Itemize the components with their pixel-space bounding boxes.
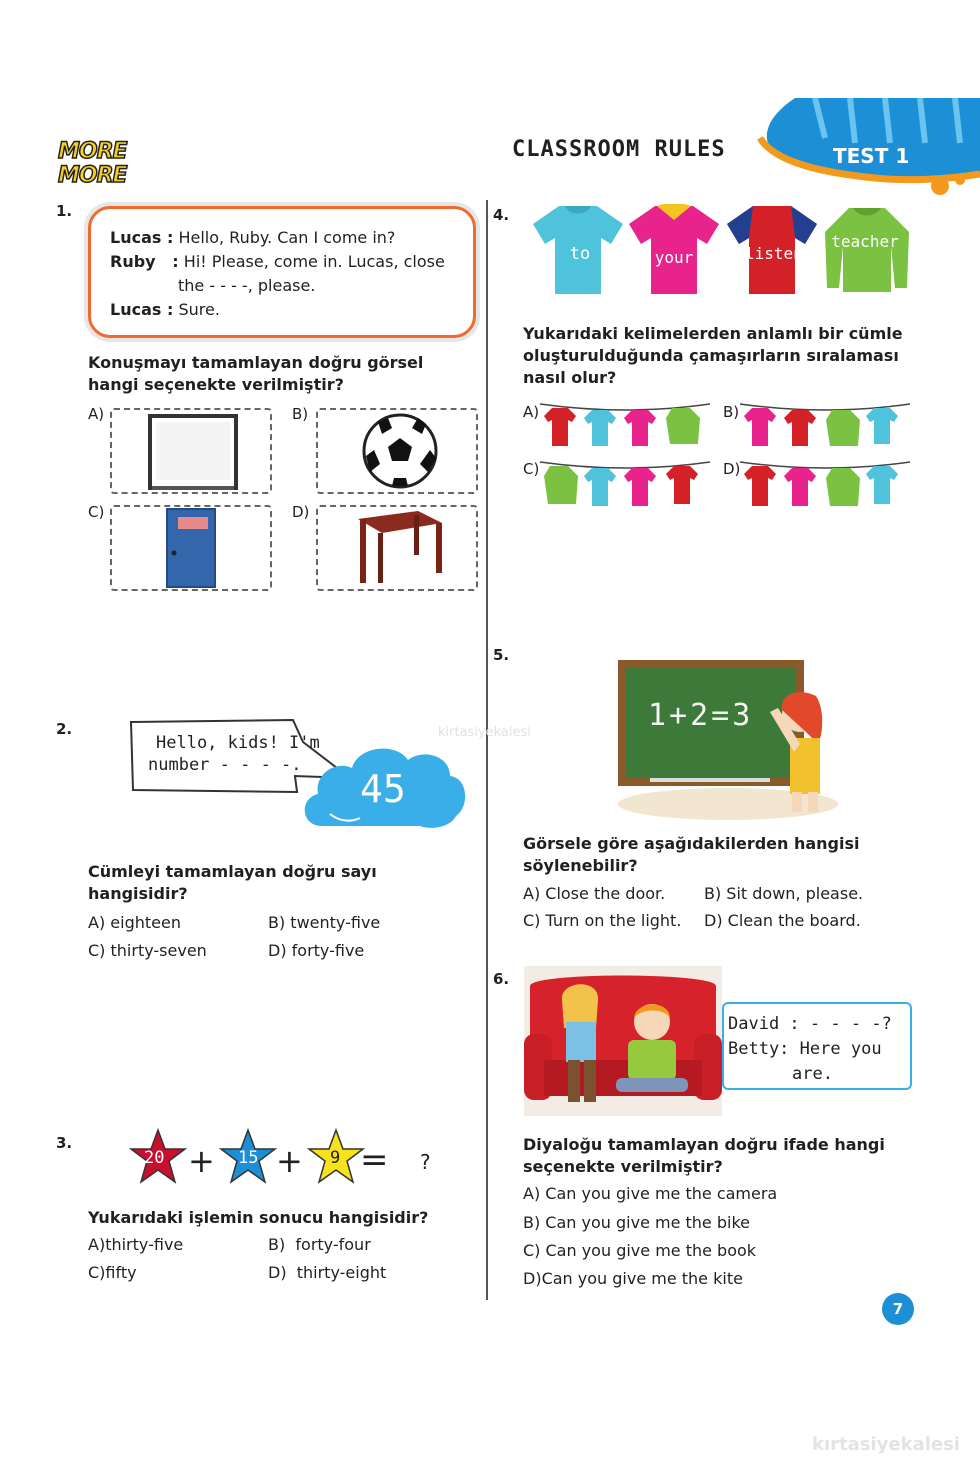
q1-option-b-image[interactable] xyxy=(316,408,478,494)
q6-option-c[interactable]: C) Can you give me the book xyxy=(523,1241,757,1260)
q1-option-a-label[interactable]: A) xyxy=(88,405,105,423)
q6-number: 6. xyxy=(493,970,510,988)
q2-option-d[interactable]: D) forty-five xyxy=(268,941,365,960)
q6-option-d[interactable]: D)Can you give me the kite xyxy=(523,1269,743,1288)
q5-option-c[interactable]: C) Turn on the light. xyxy=(523,911,682,930)
q4-shirts xyxy=(525,200,915,300)
q1-dialog-line-1: Lucas : Hello, Ruby. Can I come in? xyxy=(110,228,396,247)
q3-option-c[interactable]: C)fifty xyxy=(88,1263,137,1282)
q4-option-a-clothesline[interactable] xyxy=(538,400,713,452)
q2-bubble-text: Hello, kids! I'm number - - - -. xyxy=(148,733,320,775)
q4-question: Yukarıdaki kelimelerden anlamlı bir cümle oluşturulduğunda çamaşırların sıralaması nasıl olur? xyxy=(523,324,903,387)
q5-board-text: 1+2=3 xyxy=(648,698,754,733)
q2-cloud-number: 45 xyxy=(360,767,406,811)
q3-option-a[interactable]: A)thirty-five xyxy=(88,1235,184,1254)
q5-illustration xyxy=(610,652,850,822)
q2-number: 2. xyxy=(56,720,73,738)
q5-option-b[interactable]: B) Sit down, please. xyxy=(704,884,864,903)
q6-dialog-line-2: Betty: Here you xyxy=(728,1039,882,1059)
q6-question: Diyaloğu tamamlayan doğru ifade hangi seçenekte verilmiştir? xyxy=(523,1135,885,1176)
q1-option-a-image[interactable] xyxy=(110,408,272,494)
column-divider xyxy=(486,200,488,1300)
logo-line-1: MORE xyxy=(58,139,127,164)
q1-number: 1. xyxy=(56,202,73,220)
q2-option-b[interactable]: B) twenty-five xyxy=(268,913,381,932)
test-label: TEST 1 xyxy=(833,144,910,168)
q1-option-c-image[interactable] xyxy=(110,505,272,591)
q5-option-d[interactable]: D) Clean the board. xyxy=(704,911,861,930)
shirt-word-3: listen xyxy=(745,244,803,263)
logo-line-2: MORE xyxy=(58,163,127,188)
q4-option-b-label[interactable]: B) xyxy=(723,403,740,421)
q4-option-c-clothesline[interactable] xyxy=(538,458,713,514)
q4-option-b-clothesline[interactable] xyxy=(738,400,913,452)
q2-option-a[interactable]: A) eighteen xyxy=(88,913,181,932)
football-icon xyxy=(318,410,476,492)
q1-option-c-label[interactable]: C) xyxy=(88,503,105,521)
q5-number: 5. xyxy=(493,646,510,664)
page-title: CLASSROOM RULES xyxy=(512,137,726,162)
shirt-word-1: to xyxy=(569,244,591,264)
q6-dialog xyxy=(728,1012,892,1087)
watermark-center: kirtasiyekalesi xyxy=(438,725,531,740)
q1-dialog-line-3: the - - - -, please. xyxy=(178,276,316,295)
q3-equation xyxy=(128,1128,448,1188)
q5-option-a[interactable]: A) Close the door. xyxy=(523,884,666,903)
q4-option-d-label[interactable]: D) xyxy=(723,460,741,478)
q3-option-b[interactable]: B) forty-four xyxy=(268,1235,371,1254)
table-icon xyxy=(318,507,476,589)
q5-question: Görsele göre aşağıdakilerden hangisi söylenebilir? xyxy=(523,834,860,875)
star-red-value: 20 xyxy=(144,1148,165,1168)
q3-number: 3. xyxy=(56,1134,73,1152)
q4-number: 4. xyxy=(493,206,510,224)
page-number: 7 xyxy=(882,1293,914,1325)
unknown-result: ? xyxy=(420,1150,431,1174)
star-blue-value: 15 xyxy=(238,1148,259,1168)
q1-question: Konuşmayı tamamlayan doğru görsel hangi seçenekte verilmiştir? xyxy=(88,353,424,394)
whiteboard-icon xyxy=(112,410,270,492)
equals-sign: = xyxy=(360,1140,389,1180)
shirt-word-4: teacher xyxy=(831,232,899,251)
q1-option-d-label[interactable]: D) xyxy=(292,503,310,521)
q2-question: Cümleyi tamamlayan doğru sayı hangisidir? xyxy=(88,862,377,903)
plus-2: + xyxy=(276,1142,303,1180)
q3-option-d[interactable]: D) thirty-eight xyxy=(268,1263,387,1282)
q4-option-c-label[interactable]: C) xyxy=(523,460,540,478)
q1-option-d-image[interactable] xyxy=(316,505,478,591)
q6-dialog-line-3: are. xyxy=(792,1064,833,1084)
q4-option-d-clothesline[interactable] xyxy=(738,458,913,514)
q6-illustration xyxy=(524,966,722,1116)
q6-option-b[interactable]: B) Can you give me the bike xyxy=(523,1213,750,1232)
q1-dialog-line-4: Lucas : Sure. xyxy=(110,300,220,319)
watermark-bottom: kırtasiyekalesi xyxy=(812,1434,960,1455)
shirt-word-2: your xyxy=(654,248,694,267)
q2-option-c[interactable]: C) thirty-seven xyxy=(88,941,207,960)
q1-option-b-label[interactable]: B) xyxy=(292,405,309,423)
q1-dialog-line-2: Ruby : Hi! Please, come in. Lucas, close xyxy=(110,252,445,271)
star-yellow-value: 9 xyxy=(330,1148,341,1168)
q6-option-a[interactable]: A) Can you give me the camera xyxy=(523,1184,778,1203)
plus-1: + xyxy=(188,1142,215,1180)
logo xyxy=(58,140,142,192)
q6-dialog-line-1: David : - - - -? xyxy=(728,1014,892,1034)
q1-dialog xyxy=(110,226,445,322)
q4-option-a-label[interactable]: A) xyxy=(523,403,540,421)
q3-question: Yukarıdaki işlemin sonucu hangisidir? xyxy=(88,1208,429,1227)
door-icon xyxy=(112,507,270,589)
